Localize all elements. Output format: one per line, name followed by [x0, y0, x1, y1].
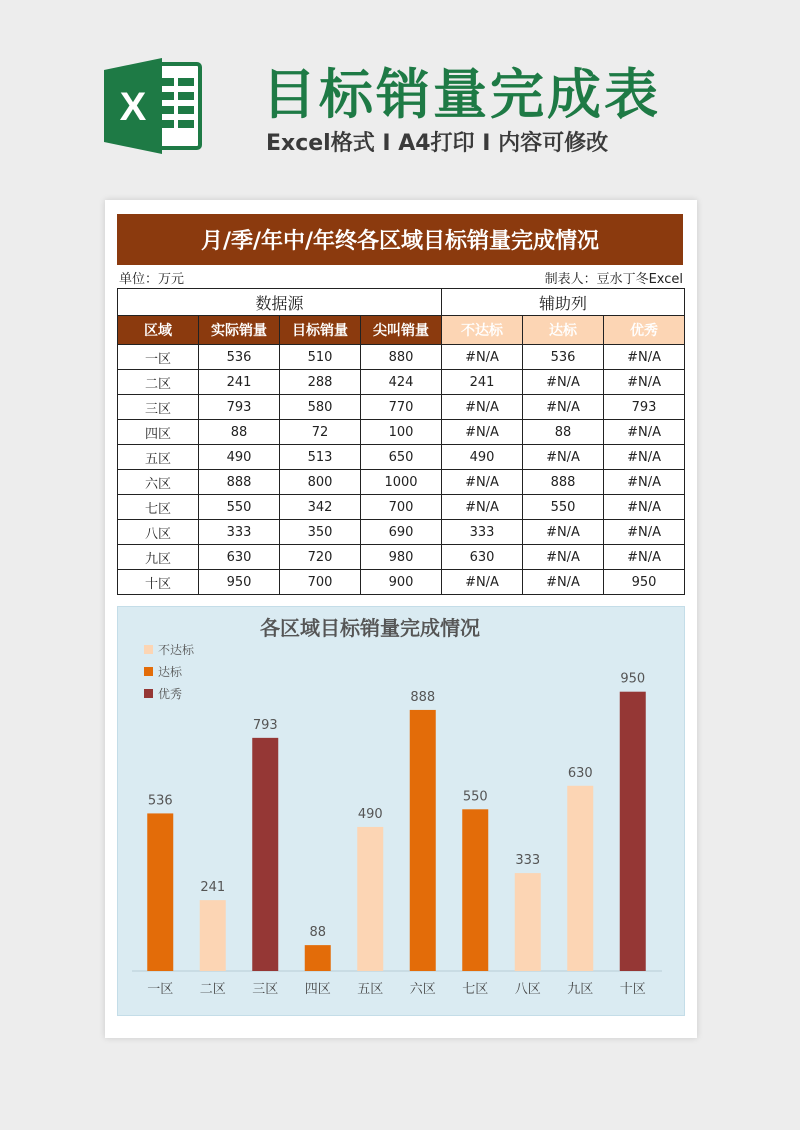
- chart-bar: [252, 738, 278, 971]
- table-cell: 288: [280, 370, 361, 395]
- table-cell: 900: [361, 570, 442, 595]
- table-cell: 五区: [118, 445, 199, 470]
- table-cell: 七区: [118, 495, 199, 520]
- table-cell: #N/A: [442, 395, 523, 420]
- table-row: [118, 520, 685, 545]
- table-cell: 793: [604, 395, 685, 420]
- table-cell: #N/A: [523, 520, 604, 545]
- chart-title: 各区域目标销量完成情况: [260, 616, 480, 640]
- table-cell: #N/A: [523, 545, 604, 570]
- legend-swatch: [144, 645, 153, 654]
- x-tick-label: 九区: [567, 982, 594, 997]
- table-cell: 888: [199, 470, 280, 495]
- group-source-cell: 数据源: [118, 289, 442, 316]
- data-label: 793: [252, 717, 278, 733]
- legend-label: 优秀: [158, 687, 183, 701]
- table-row: [118, 445, 685, 470]
- x-tick-label: 十区: [619, 982, 646, 997]
- chart-bar: [147, 813, 173, 971]
- table-cell: 720: [280, 545, 361, 570]
- table-cell: 650: [361, 445, 442, 470]
- table-row: [118, 420, 685, 445]
- table-cell: 十区: [118, 570, 199, 595]
- table-cell: 一区: [118, 345, 199, 370]
- table-cell: 513: [280, 445, 361, 470]
- table-row: [118, 545, 685, 570]
- table-cell: 550: [523, 495, 604, 520]
- table-cell: 950: [199, 570, 280, 595]
- x-tick-label: 七区: [462, 982, 489, 997]
- table-cell: 700: [280, 570, 361, 595]
- group-aux-cell: 辅助列: [442, 289, 685, 316]
- table-cell: #N/A: [523, 570, 604, 595]
- excel-logo-icon: [102, 56, 204, 156]
- table-cell: 880: [361, 345, 442, 370]
- sheet-paper: [105, 200, 697, 1038]
- column-header: 尖叫销量: [361, 316, 442, 345]
- legend-label: 达标: [158, 665, 183, 679]
- table-cell: 980: [361, 545, 442, 570]
- unit-label: 单位：万元: [119, 272, 185, 287]
- table-cell: 三区: [118, 395, 199, 420]
- table-cell: 510: [280, 345, 361, 370]
- chart-bar: [200, 900, 226, 971]
- chart-bar: [515, 873, 541, 971]
- maker-label: 制表人：豆水丁冬Excel: [544, 272, 683, 287]
- table-cell: #N/A: [604, 345, 685, 370]
- x-tick-label: 六区: [409, 982, 436, 997]
- x-tick-label: 八区: [514, 982, 541, 997]
- table-cell: #N/A: [442, 470, 523, 495]
- table-cell: 二区: [118, 370, 199, 395]
- chart-bar: [620, 692, 646, 971]
- table-cell: 342: [280, 495, 361, 520]
- x-tick-label: 四区: [304, 982, 331, 997]
- table-cell: #N/A: [523, 395, 604, 420]
- chart-bar: [357, 827, 383, 971]
- table-cell: 770: [361, 395, 442, 420]
- table-cell: #N/A: [604, 445, 685, 470]
- table-cell: #N/A: [604, 545, 685, 570]
- table-cell: 550: [199, 495, 280, 520]
- table-cell: 700: [361, 495, 442, 520]
- table-row: [118, 370, 685, 395]
- table-cell: 580: [280, 395, 361, 420]
- table-cell: 690: [361, 520, 442, 545]
- table-cell: #N/A: [523, 370, 604, 395]
- x-tick-label: 二区: [199, 982, 226, 997]
- column-header: 区域: [118, 316, 199, 345]
- table-cell: #N/A: [442, 495, 523, 520]
- table-cell: #N/A: [604, 420, 685, 445]
- data-label: 490: [357, 806, 383, 822]
- table-cell: #N/A: [442, 420, 523, 445]
- chart-bar: [567, 786, 593, 971]
- table-cell: #N/A: [604, 370, 685, 395]
- column-header: 目标销量: [280, 316, 361, 345]
- table-cell: 350: [280, 520, 361, 545]
- page-title: 目标销量完成表: [262, 63, 661, 126]
- table-cell: #N/A: [523, 445, 604, 470]
- column-header: 优秀: [604, 316, 685, 345]
- table-cell: 88: [199, 420, 280, 445]
- data-label: 536: [147, 793, 173, 809]
- table-cell: 950: [604, 570, 685, 595]
- table-cell: 四区: [118, 420, 199, 445]
- table-cell: 333: [442, 520, 523, 545]
- chart-canvas: [118, 607, 684, 1015]
- table-cell: 424: [361, 370, 442, 395]
- table-cell: 630: [442, 545, 523, 570]
- data-label: 88: [309, 925, 327, 941]
- data-label: 550: [462, 789, 488, 805]
- x-tick-label: 五区: [357, 982, 384, 997]
- table-row: [118, 570, 685, 595]
- page-header: [0, 0, 800, 190]
- table-row: [118, 345, 685, 370]
- table-cell: 793: [199, 395, 280, 420]
- table-cell: 八区: [118, 520, 199, 545]
- chart-bar: [462, 809, 488, 971]
- table-cell: 1000: [361, 470, 442, 495]
- data-label: 241: [200, 880, 226, 896]
- legend-swatch: [144, 689, 153, 698]
- chart-bar: [410, 710, 436, 971]
- table-cell: 72: [280, 420, 361, 445]
- table-cell: #N/A: [604, 470, 685, 495]
- column-header: 达标: [523, 316, 604, 345]
- sheet-banner: 月/季/年中/年终各区域目标销量完成情况: [117, 214, 683, 265]
- x-tick-label: 一区: [147, 982, 174, 997]
- page-subtitle: Excel格式 I A4打印 I 内容可修改: [266, 131, 609, 156]
- data-label: 333: [515, 853, 541, 869]
- table-cell: #N/A: [604, 520, 685, 545]
- sales-chart: [117, 606, 685, 1016]
- data-label: 950: [620, 671, 646, 687]
- legend-swatch: [144, 667, 153, 676]
- table-cell: #N/A: [442, 345, 523, 370]
- column-header-row: [118, 316, 685, 345]
- table-row: [118, 395, 685, 420]
- table-cell: 630: [199, 545, 280, 570]
- legend-label: 不达标: [158, 643, 195, 657]
- x-tick-label: 三区: [252, 982, 279, 997]
- table-cell: 800: [280, 470, 361, 495]
- chart-bar: [305, 945, 331, 971]
- table-cell: #N/A: [442, 570, 523, 595]
- data-label: 888: [410, 689, 436, 705]
- table-cell: 490: [199, 445, 280, 470]
- table-cell: 536: [199, 345, 280, 370]
- svg-text:X: X: [119, 85, 147, 129]
- sales-table: [117, 288, 685, 595]
- table-cell: 536: [523, 345, 604, 370]
- table-cell: 六区: [118, 470, 199, 495]
- table-cell: 100: [361, 420, 442, 445]
- table-cell: 88: [523, 420, 604, 445]
- table-cell: 333: [199, 520, 280, 545]
- column-header: 不达标: [442, 316, 523, 345]
- table-cell: #N/A: [604, 495, 685, 520]
- data-label: 630: [567, 765, 593, 781]
- table-cell: 888: [523, 470, 604, 495]
- table-cell: 九区: [118, 545, 199, 570]
- table-row: [118, 470, 685, 495]
- group-header-row: [118, 289, 685, 316]
- table-cell: 241: [199, 370, 280, 395]
- table-row: [118, 495, 685, 520]
- column-header: 实际销量: [199, 316, 280, 345]
- table-cell: 490: [442, 445, 523, 470]
- table-cell: 241: [442, 370, 523, 395]
